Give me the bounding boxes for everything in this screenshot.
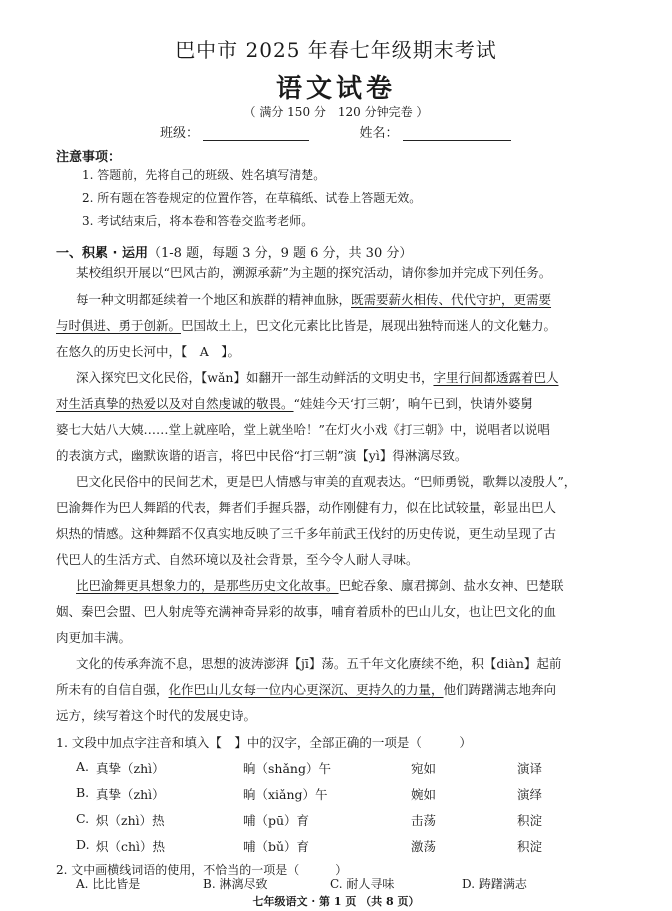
underlined-text: 化作巴山儿女每一位内心更深沉、更持久的力量， <box>168 682 444 697</box>
name-blank <box>403 126 511 141</box>
q1-option-d-c3: 激荡 <box>411 839 437 854</box>
passage-line: 代巴人的生活方式、自然环境以及社会背景，至今令人耐人寻味。 <box>56 552 419 567</box>
text-span: 每一种文明都延续着一个地区和族群的精神血脉， <box>76 292 352 307</box>
q1-option-d-c4: 积淀 <box>517 839 543 854</box>
text-span: 巴国故土上，巴文化元素比比皆是，展现出独特而迷人的文化魅力。 <box>181 318 557 333</box>
passage-line: 在悠久的历史长河中，【 A 】。 <box>56 344 241 359</box>
q1-option-a-c2: 晌（shǎng）午 <box>243 761 331 776</box>
q1-option-c-c4: 积淀 <box>517 813 543 828</box>
page-footer: 七年级语文 · 第 1 页 （共 8 页） <box>252 895 420 908</box>
q1-option-c-c3: 击荡 <box>411 813 437 828</box>
passage-line: 巴文化民俗中的民间艺术，更是巴人情感与审美的直观表达。“巴师勇锐，歌舞以凌殷人”， <box>76 474 577 489</box>
class-label: 班级： <box>160 126 200 141</box>
q2-option-b[interactable]: B. 淋漓尽致 <box>203 877 268 891</box>
q1-option-c-c2: 哺（pū）育 <box>243 813 310 828</box>
name-label: 姓名： <box>359 126 399 141</box>
underlined-text: 与时俱进、勇于创新。 <box>56 318 182 333</box>
q1-option-a-c1: 真挚（zhì） <box>96 761 165 776</box>
passage-line: 远方，续写着这个时代的发展史诗。 <box>56 708 257 723</box>
section-heading <box>56 242 412 261</box>
passage-line: 肉更加丰满。 <box>56 630 132 645</box>
underlined-text: 比巴渝舞更具想象力的，是那些历史文化故事。 <box>76 578 339 593</box>
underlined-text: 字里行间都透露着巴人 <box>433 370 559 385</box>
exam-title: 巴中市 2025 年春七年级期末考试 <box>175 38 497 62</box>
note-item: 3. 考试结束后，将本卷和答卷交监考老师。 <box>82 214 314 228</box>
note-item: 2. 所有题在答卷规定的位置作答，在草稿纸、试卷上答题无效。 <box>82 191 422 205</box>
q2-option-a[interactable]: A. 比比皆是 <box>76 877 141 891</box>
passage-intro: 某校组织开展以“巴风古韵，溯源承薪”为主题的探究活动，请你参加并完成下列任务。 <box>76 265 552 280</box>
q1-option-a-letter[interactable]: A. <box>76 759 90 774</box>
passage-line <box>56 680 616 698</box>
text-span: 所未有的自信自强， <box>56 682 169 697</box>
passage-line: 的表演方式，幽默诙谐的语言，将巴中民俗“打三朝”演【yì】得淋漓尽致。 <box>56 448 468 463</box>
q1-option-b-c2: 晌（xiǎng）午 <box>243 787 328 802</box>
class-blank <box>203 126 309 141</box>
passage-line <box>56 394 616 412</box>
student-info <box>160 122 511 141</box>
underlined-text: 对生活真挚的热爱以及对自然虔诚的敬畏。 <box>56 396 294 411</box>
exam-meta: （ 满分 150 分 120 分钟完卷 ） <box>243 105 429 119</box>
q1-option-b-c1: 真挚（zhì） <box>96 787 165 802</box>
note-item: 1. 答题前，先将自己的班级、姓名填写清楚。 <box>82 168 326 182</box>
passage-line: 婆七大姑八大姨……堂上就座哈，堂上就坐哈！”在灯火小戏《打三朝》中，说唱者以说唱 <box>56 422 550 437</box>
passage-line: 炽热的情感。这种舞蹈不仅真实地反映了三千多年前武王伐纣的历史传说，更生动呈现了古 <box>56 526 557 541</box>
question-1-stem: 1. 文段中加点字注音和填入【 】中的汉字，全部正确的一项是（ ） <box>56 735 472 750</box>
text-span: “娃娃今天‘打三朝’，晌午已到，快请外婆舅 <box>293 396 533 411</box>
q1-option-c-c1: 炽（zhì）热 <box>96 813 165 828</box>
passage-line <box>56 316 616 334</box>
passage-line <box>76 368 636 386</box>
q1-option-b-letter[interactable]: B. <box>76 785 90 800</box>
q1-option-a-c3: 宛如 <box>411 761 437 776</box>
q1-option-d-c1: 炽（chì）热 <box>96 839 166 854</box>
q1-option-d-letter[interactable]: D. <box>76 837 90 852</box>
text-span: 他们踌躇满志地奔向 <box>443 682 557 697</box>
passage-line: 姻、秦巴会盟、巴人射虎等充满神奇异彩的故事，哺育着质朴的巴山儿女，也让巴文化的血 <box>56 604 557 619</box>
notes-title: 注意事项： <box>56 150 122 165</box>
q1-option-b-c4: 演绎 <box>517 787 543 802</box>
q1-option-b-c3: 婉如 <box>411 787 437 802</box>
q2-option-d[interactable]: D. 踌躇满志 <box>462 877 527 891</box>
q2-option-c[interactable]: C. 耐人寻味 <box>330 877 395 891</box>
section-title: 一、积累 · 运用 <box>56 246 148 261</box>
q1-option-d-c2: 哺（bǔ）育 <box>243 839 310 854</box>
text-span: 巴蛇吞象、廪君掷剑、盐水女神、巴楚联 <box>338 578 564 593</box>
q1-option-a-c4: 演译 <box>517 761 543 776</box>
text-span: 深入探究巴文化民俗，【wǎn】如翻开一部生动鲜活的文明史书， <box>76 370 434 385</box>
passage-line <box>76 290 636 308</box>
underlined-text: 既需要薪火相传、代代守护，更需要 <box>351 292 552 307</box>
paper-subtitle: 语文试卷 <box>275 74 396 104</box>
question-2-stem: 2. 文中画横线词语的使用，不恰当的一项是（ ） <box>56 863 348 877</box>
section-desc: （1-8 题，每题 3 分，9 题 6 分，共 30 分） <box>148 246 413 261</box>
q1-option-c-letter[interactable]: C. <box>76 811 90 826</box>
passage-line <box>76 576 636 594</box>
passage-line: 巴渝舞作为巴人舞蹈的代表，舞者们手握兵器，动作刚健有力，似在比试较量，彰显出巴人 <box>56 500 557 515</box>
passage-line: 文化的传承奔流不息，思想的波涛澎湃【jī】荡。五千年文化赓续不绝，积【diàn】起前 <box>76 656 562 671</box>
